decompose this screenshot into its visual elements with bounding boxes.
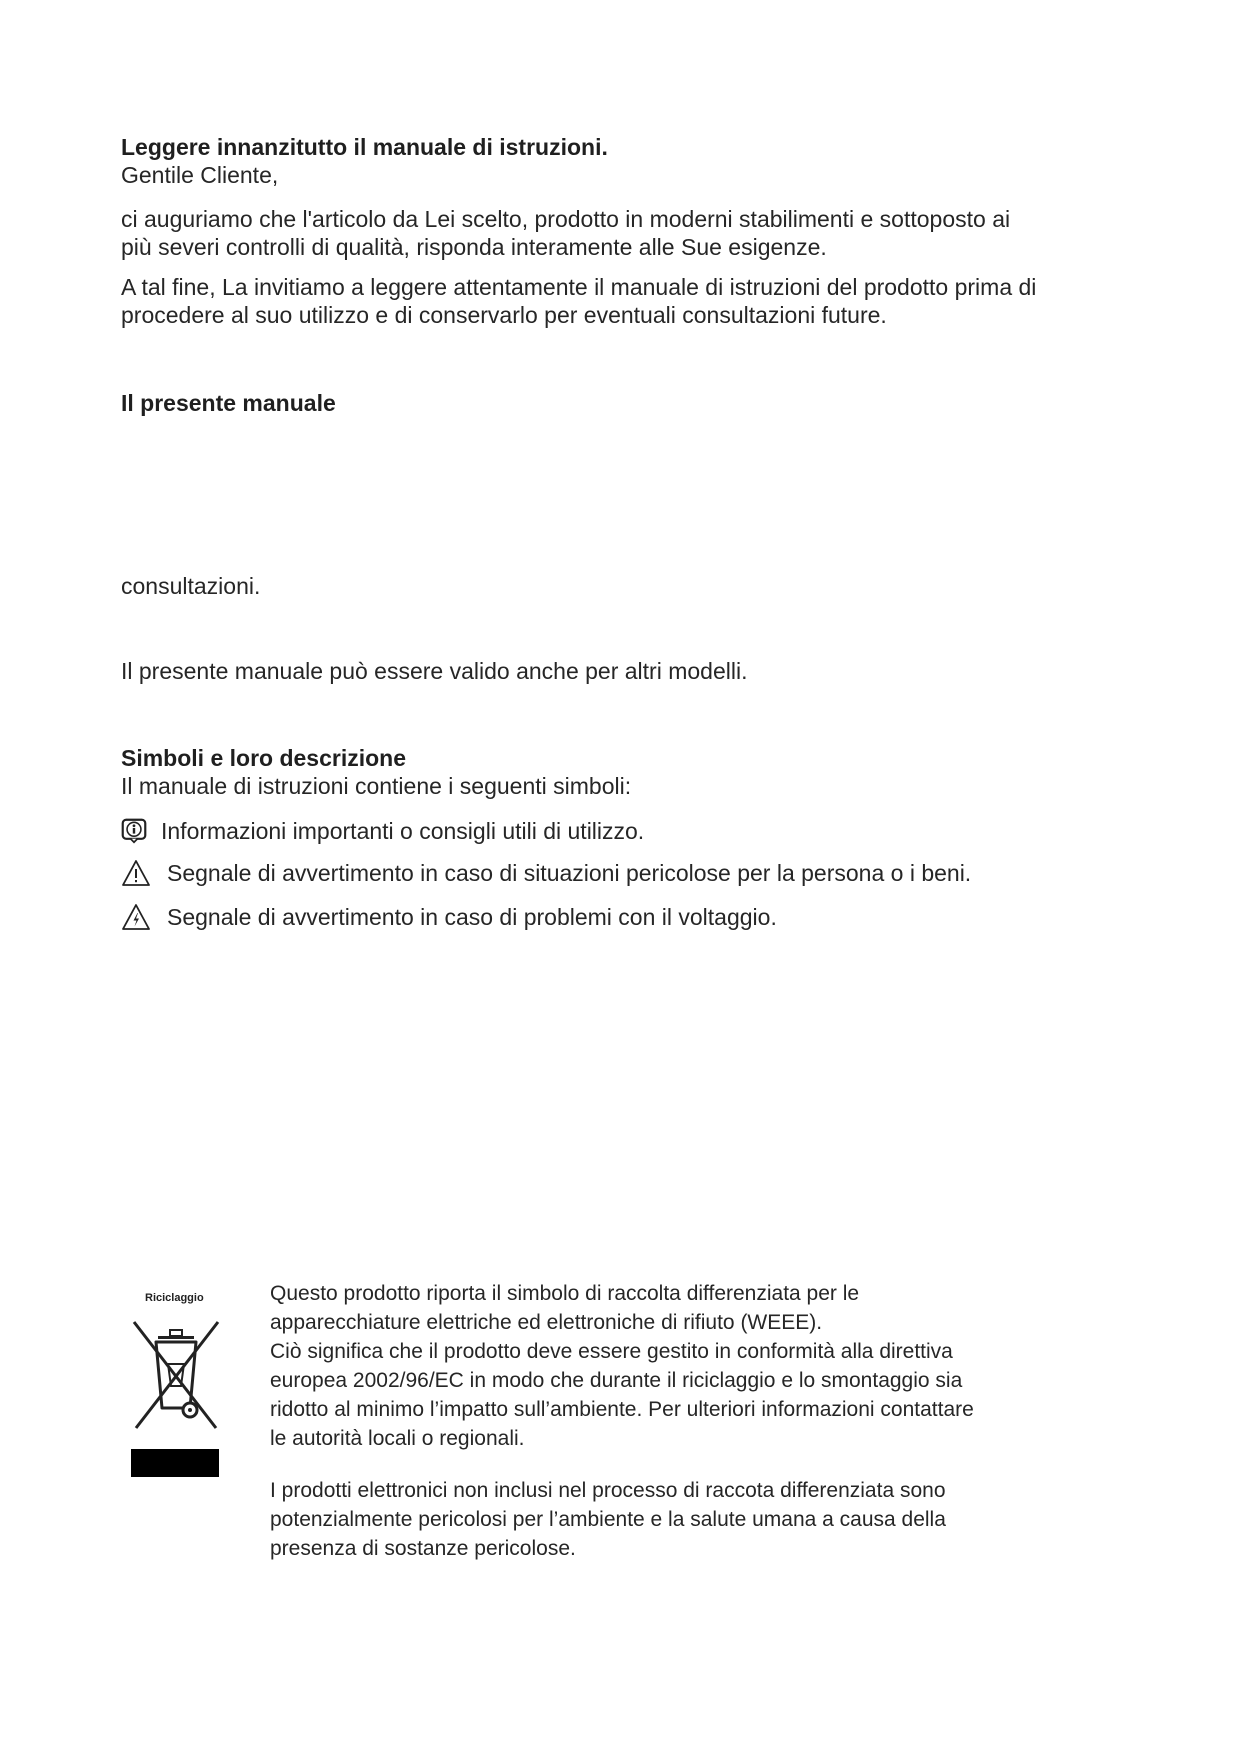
- text-line: ci auguriamo che l'articolo da Lei scelto, prodotto in moderni stabilimenti e sottoposto ai: [121, 206, 1011, 232]
- text-line: procedere al suo utilizzo e di conservarlo per eventuali consultazioni future.: [121, 302, 887, 328]
- intro-paragraph-1: [121, 205, 1121, 261]
- text-line: apparecchiature elettriche ed elettroniche di rifiuto (WEEE).: [270, 1311, 823, 1334]
- text-line: potenzialmente pericolosi per l’ambiente e la salute umana a causa della: [270, 1508, 946, 1531]
- text-line: Questo prodotto riporta il simbolo di raccolta differenziata per le: [270, 1282, 860, 1305]
- manual-fragment: consultazioni.: [121, 573, 261, 599]
- voltage-warning-icon: [121, 902, 151, 932]
- symbol-row-info: [121, 815, 644, 847]
- recycling-paragraph-2: [270, 1476, 1070, 1563]
- symbol-description: Segnale di avvertimento in caso di situazioni pericolose per la persona o i beni.: [167, 860, 972, 886]
- text-line: europea 2002/96/EC in modo che durante il riciclaggio e lo smontaggio sia: [270, 1369, 963, 1392]
- text-line: A tal fine, La invitiamo a leggere attentamente il manuale di istruzioni del prodotto prima di: [121, 274, 1037, 300]
- manual-heading: Il presente manuale: [121, 390, 336, 416]
- intro-heading: Leggere innanzitutto il manuale di istruzioni.: [121, 134, 608, 160]
- info-icon: [121, 818, 147, 844]
- intro-paragraph-2: [121, 273, 1121, 329]
- text-line: le autorità locali o regionali.: [270, 1427, 525, 1450]
- recycling-label: Riciclaggio: [145, 1292, 204, 1304]
- manual-validity: Il presente manuale può essere valido anche per altri modelli.: [121, 658, 748, 684]
- recycling-paragraph-1: [270, 1279, 1070, 1453]
- symbol-description: Segnale di avvertimento in caso di problemi con il voltaggio.: [167, 904, 777, 930]
- symbol-row-voltage: [121, 901, 777, 933]
- text-line: ridotto al minimo l’impatto sull’ambiente. Per ulteriori informazioni contattare: [270, 1398, 974, 1421]
- symbols-heading: Simboli e loro descrizione: [121, 745, 407, 771]
- warning-icon: [121, 858, 151, 888]
- symbol-description: Informazioni importanti o consigli utili di utilizzo.: [161, 818, 645, 844]
- greeting: Gentile Cliente,: [121, 162, 279, 188]
- text-line: I prodotti elettronici non inclusi nel processo di raccota differenziata sono: [270, 1479, 946, 1502]
- weee-crossed-bin-icon: [128, 1316, 224, 1434]
- weee-black-bar: [131, 1449, 219, 1477]
- symbols-intro: Il manuale di istruzioni contiene i seguenti simboli:: [121, 773, 632, 799]
- symbol-row-warning: [121, 857, 971, 889]
- text-line: più severi controlli di qualità, risponda interamente alle Sue esigenze.: [121, 234, 827, 260]
- text-line: presenza di sostanze pericolose.: [270, 1537, 576, 1560]
- text-line: Ciò significa che il prodotto deve essere gestito in conformità alla direttiva: [270, 1340, 953, 1363]
